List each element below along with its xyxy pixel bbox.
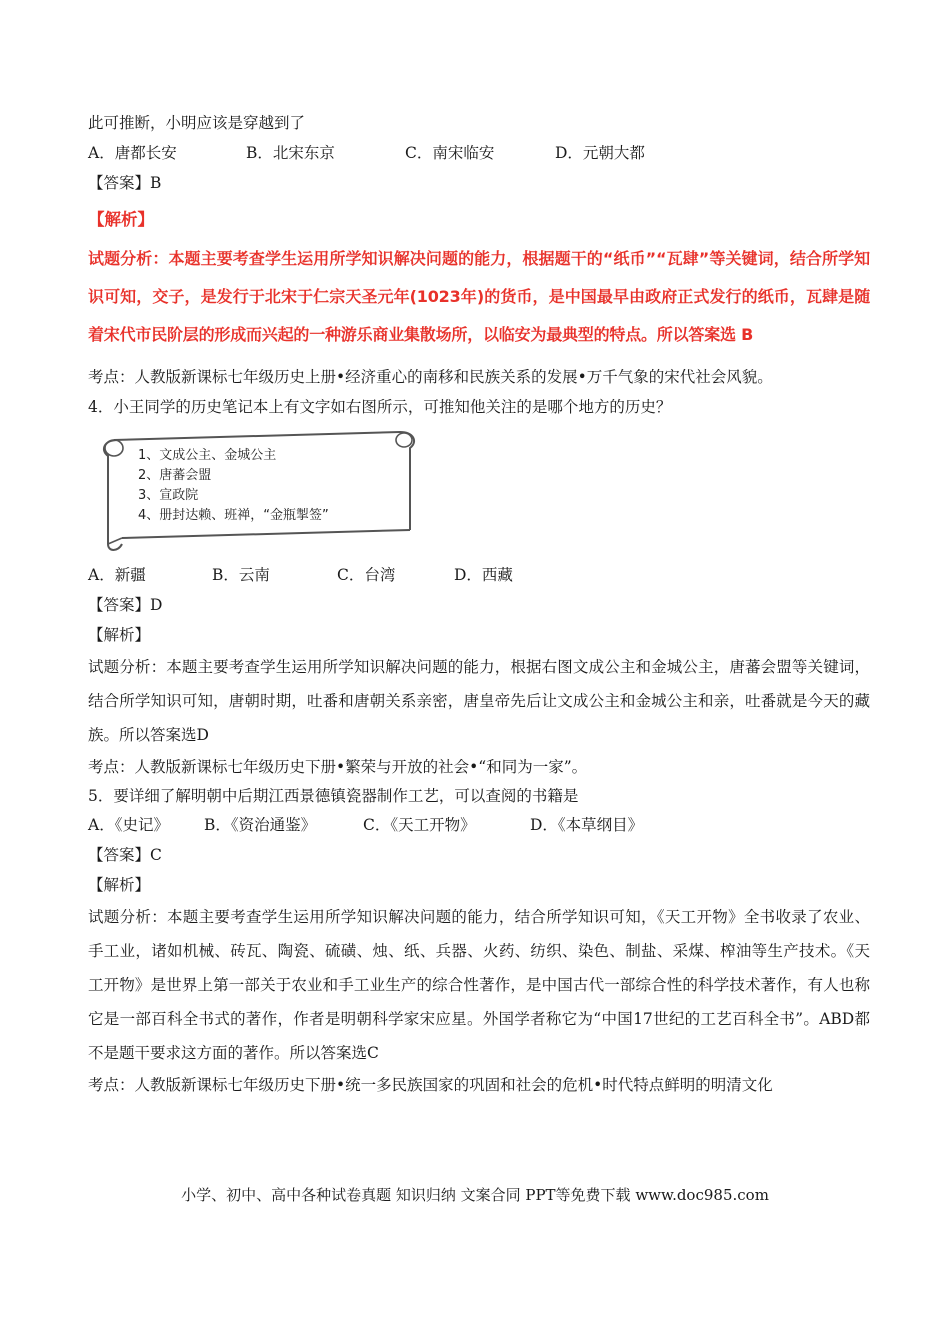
q4-option-b: B．云南	[212, 566, 270, 584]
scroll-list	[138, 446, 329, 526]
q4-option-c: C．台湾	[337, 566, 396, 584]
scroll-item-1: 1、文成公主、金城公主	[138, 448, 277, 463]
q5-kaodian: 考点：人教版新课标七年级历史下册•统一多民族国家的巩固和社会的危机•时代特点鲜明的明清文化	[88, 1076, 773, 1094]
q3-option-a: A．唐都长安	[88, 144, 177, 162]
q3-option-c: C．南宋临安	[405, 144, 495, 162]
q3-analysis: 试题分析：本题主要考查学生运用所学知识解决问题的能力，根据题干的“纸币”“瓦肆”等关键词，结合所学知识可知，交子，是发行于北宋于仁宗天圣元年(1023年)的货币，是中国最早由政府正式发行的纸币，瓦肆是随着宋代市民阶层的形成而兴起的一种游乐商业集散场所，以临安为最典型的特点。所以答案选 B	[88, 249, 870, 344]
q5-answer: 【答案】C	[88, 846, 162, 864]
scroll-item-4: 4、册封达赖、班禅，“金瓶掣签”	[138, 508, 329, 523]
q4-option-a: A．新疆	[88, 566, 146, 584]
q4-answer: 【答案】D	[88, 596, 163, 614]
q5-option-c: C．《天工开物》	[363, 816, 476, 834]
q4-analysis: 试题分析：本题主要考查学生运用所学知识解决问题的能力，根据右图文成公主和金城公主，唐蕃会盟等关键词，结合所学知识可知，唐朝时期，吐番和唐朝关系亲密，唐皇帝先后让文成公主和金城公主和亲，吐番就是今天的藏族。所以答案选D	[88, 658, 870, 744]
q4-stem: 4．小王同学的历史笔记本上有文字如右图所示，可推知他关注的是哪个地方的历史？	[88, 398, 672, 416]
q5-analysis: 试题分析：本题主要考查学生运用所学知识解决问题的能力，结合所学知识可知，《天工开物》全书收录了农业、手工业，诸如机械、砖瓦、陶瓷、硫磺、烛、纸、兵器、火药、纺织、染色、制盐、采煤、榨油等生产技术。《天工开物》是世界上第一部关于农业和手工业生产的综合性著作，是中国古代一部综合性的科学技术著作，有人也称它是一部百科全书式的著作，作者是明朝科学家宋应星。外国学者称它为“中国17世纪的工艺百科全书”。ABD都不是题干要求这方面的著作。所以答案选C	[88, 908, 870, 1062]
q5-stem: 5．要详细了解明朝中后期江西景德镇瓷器制作工艺，可以查阅的书籍是	[88, 787, 579, 805]
q5-options	[88, 810, 870, 840]
scroll-item-3: 3、宣政院	[138, 488, 199, 503]
q3-options	[88, 138, 870, 168]
q4-options	[88, 560, 870, 590]
q4-option-d: D．西藏	[454, 566, 513, 584]
q3-analysis-heading: 【解析】	[88, 210, 154, 229]
q3-kaodian: 考点：人教版新课标七年级历史上册•经济重心的南移和民族关系的发展•万千气象的宋代社会风貌。	[88, 368, 773, 386]
q4-analysis-heading: 【解析】	[88, 626, 151, 644]
q4-kaodian: 考点：人教版新课标七年级历史下册•繁荣与开放的社会•“和同为一家”。	[88, 758, 588, 776]
q5-option-d: D．《本草纲目》	[530, 816, 644, 834]
q3-answer: 【答案】B	[88, 174, 162, 192]
q3-stem-tail: 此可推断，小明应该是穿越到了	[88, 114, 306, 132]
q5-option-a: A．《史记》	[88, 816, 169, 834]
page-footer: 小学、初中、高中各种试卷真题 知识归纳 文案合同 PPT等免费下载 www.doc985.com	[181, 1186, 769, 1204]
q3-option-b: B．北宋东京	[246, 144, 335, 162]
q5-option-b: B．《资治通鉴》	[204, 816, 317, 834]
q3-option-d: D．元朝大都	[555, 144, 645, 162]
q5-analysis-heading: 【解析】	[88, 876, 151, 894]
scroll-item-2: 2、唐蕃会盟	[138, 468, 212, 483]
scroll-note-figure	[96, 426, 426, 554]
document-body	[88, 108, 870, 1100]
